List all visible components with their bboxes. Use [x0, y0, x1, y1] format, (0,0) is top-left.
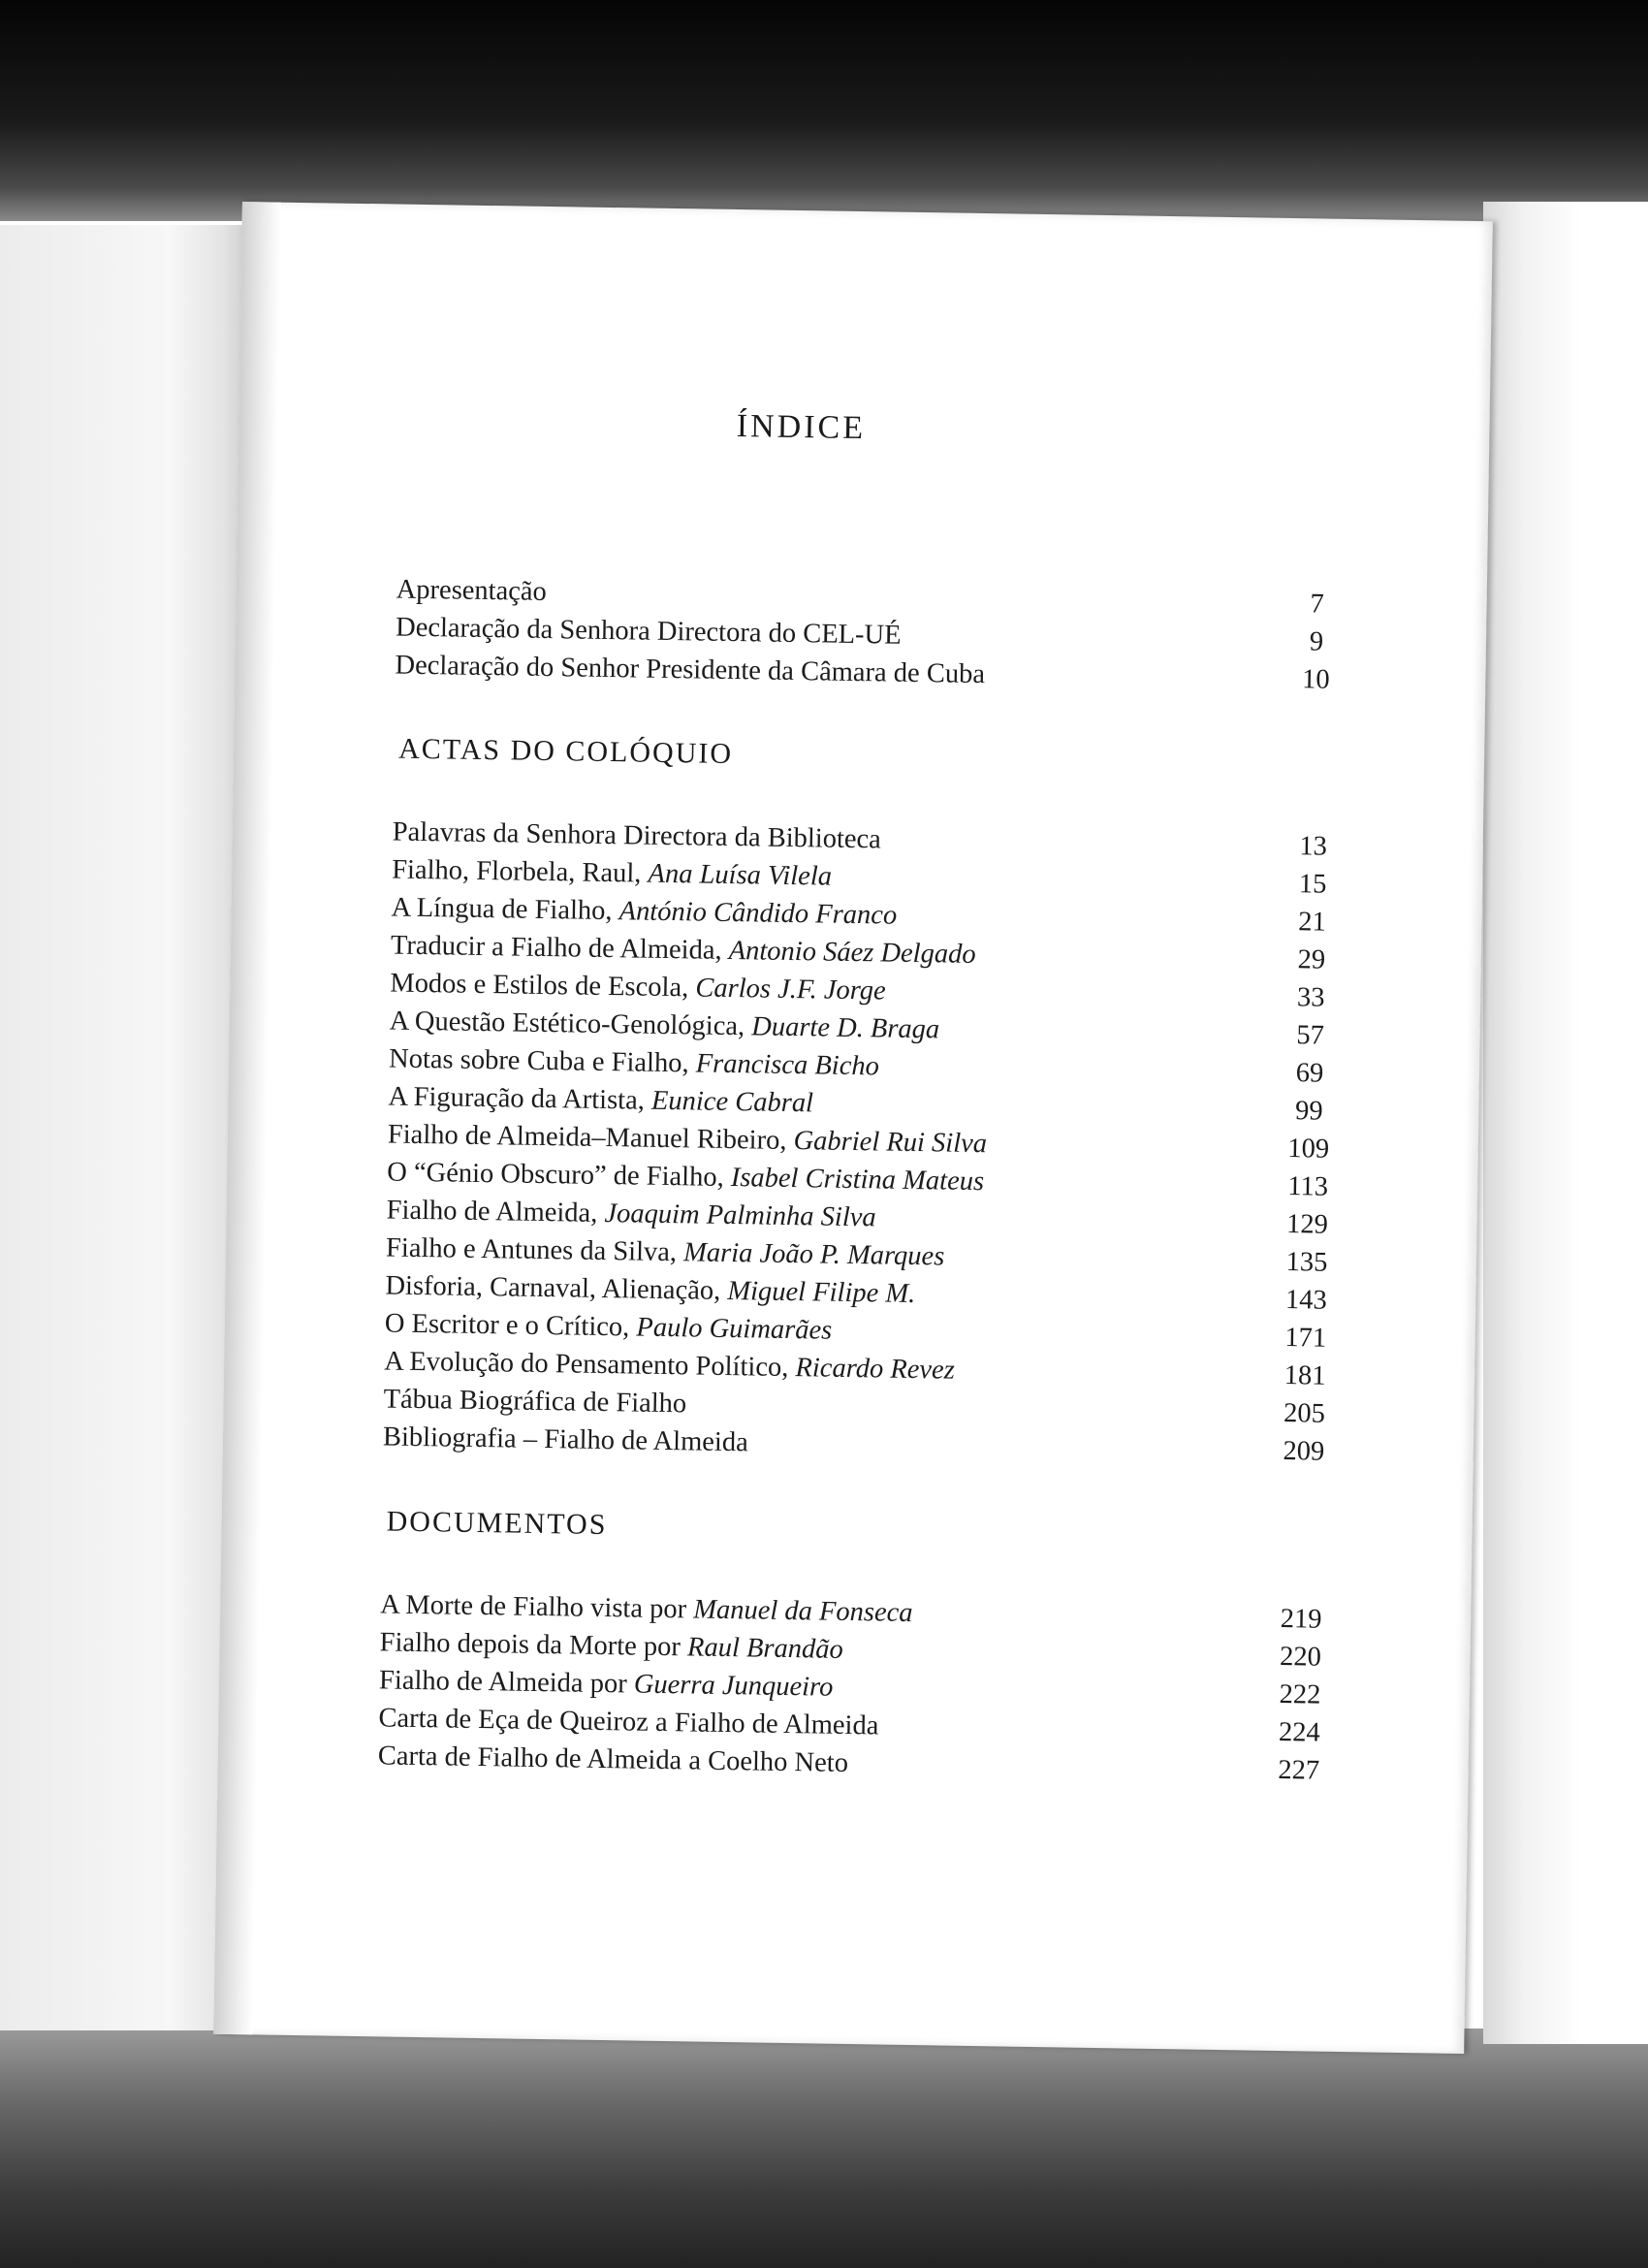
- toc-entry-author: Francisca Bicho: [695, 1048, 880, 1082]
- toc-entry-title: Declaração do Senhor Presidente da Câmara de Cuba: [395, 650, 986, 690]
- toc-entry-title: Notas sobre Cuba e Fialho,: [388, 1043, 696, 1079]
- toc-entry-page-number: 109: [1287, 1134, 1330, 1165]
- front-matter-list: [395, 571, 1356, 700]
- scanner-background-bottom: [0, 2028, 1648, 2268]
- toc-entry-title: A Evolução do Pensamento Político,: [383, 1346, 796, 1384]
- toc-entry-author: Joaquim Palminha Silva: [604, 1198, 876, 1233]
- toc-entry-author: Raul Brandão: [686, 1632, 843, 1665]
- toc-entry-heading: [388, 1077, 813, 1122]
- toc-entry-title: Traducir a Fialho de Almeida,: [390, 930, 729, 966]
- toc-entry-page-number: 205: [1283, 1398, 1326, 1429]
- toc-entry-page-number: 181: [1284, 1360, 1326, 1391]
- toc-entry-author: Paulo Guimarães: [636, 1312, 833, 1346]
- toc-entry-page-number: 69: [1295, 1058, 1324, 1089]
- toc-entry-page-number: 9: [1309, 626, 1324, 657]
- toc-entry-heading: [395, 647, 985, 694]
- toc-entry-page-number: 29: [1297, 944, 1326, 975]
- toc-entry-page-number: 57: [1296, 1020, 1325, 1051]
- toc-entry-title: Carta de Fialho de Almeida a Coelho Neto: [377, 1741, 849, 1779]
- toc-entry-title: Fialho de Almeida por: [378, 1665, 635, 1700]
- toc-entry-page-number: 222: [1279, 1678, 1321, 1710]
- book-page: [213, 202, 1493, 2054]
- actas-list: [383, 814, 1352, 1471]
- toc-entry-author: Duarte D. Braga: [751, 1011, 940, 1045]
- toc-entry-page-number: 143: [1284, 1285, 1327, 1316]
- toc-entry-title: Tábua Biográfica de Fialho: [383, 1384, 687, 1420]
- toc-entry-heading: [378, 1737, 849, 1782]
- toc-entry-page-number: 135: [1285, 1247, 1328, 1278]
- toc-entry-author: Ana Luísa Vilela: [648, 858, 833, 892]
- toc-entry-page-number: 224: [1278, 1716, 1320, 1748]
- toc-entry-title: Fialho e Antunes da Silva,: [385, 1232, 684, 1268]
- toc-entry-title: Disforia, Carnaval, Alienação,: [385, 1270, 728, 1306]
- toc-entry-heading: [383, 1380, 686, 1422]
- toc-entry-title: Fialho, Florbela, Raul,: [391, 854, 649, 889]
- toc-entry-page-number: 99: [1294, 1096, 1323, 1127]
- toc-entry-page-number: 21: [1297, 907, 1326, 938]
- toc-entry-page-number: 113: [1287, 1171, 1329, 1202]
- toc-entry-page-number: 219: [1280, 1604, 1322, 1635]
- toc-entry-author: Antonio Sáez Delgado: [728, 935, 976, 970]
- toc-entry-title: A Morte de Fialho vista por: [380, 1589, 694, 1625]
- toc-entry-title: Apresentação: [396, 574, 548, 607]
- toc-entry-title: A Língua de Fialho,: [391, 892, 619, 927]
- toc-entry-page-number: 171: [1284, 1323, 1327, 1354]
- toc-entry-title: Carta de Eça de Queiroz a Fialho de Almeida: [378, 1703, 879, 1741]
- toc-entry-heading: [396, 571, 547, 611]
- toc-entry-author: Gabriel Rui Silva: [793, 1126, 988, 1160]
- toc-entry-page-number: 227: [1278, 1754, 1320, 1786]
- toc-entry-author: Maria João P. Marques: [682, 1237, 945, 1272]
- toc-entry-author: Eunice Cabral: [650, 1085, 814, 1119]
- toc-entry-page-number: 7: [1310, 589, 1324, 620]
- toc-entry-page-number: 10: [1301, 664, 1330, 695]
- scanner-background-top: [0, 0, 1648, 221]
- scanner-background-right: [1483, 202, 1648, 2044]
- toc-entry-title: Bibliografia – Fialho de Almeida: [382, 1421, 748, 1458]
- toc-entry-page-number: 13: [1299, 831, 1328, 862]
- toc-entry-page-number: 15: [1298, 869, 1327, 900]
- toc-entry-page-number: 129: [1285, 1209, 1329, 1240]
- toc-entry-page-number: 220: [1279, 1641, 1322, 1673]
- toc-entry-title: O “Génio Obscuro” de Fialho,: [387, 1157, 732, 1194]
- toc-entry-author: Miguel Filipe M.: [727, 1276, 916, 1310]
- toc-entry-heading: [383, 1418, 748, 1461]
- toc-entry-author: Isabel Cristina Mateus: [730, 1163, 985, 1198]
- toc-entry-author: António Cândido Franco: [618, 896, 898, 931]
- documentos-list: [378, 1585, 1341, 1790]
- actas-heading: ACTAS DO COLÓQUIO: [397, 732, 734, 771]
- toc-entry-title: Fialho depois da Morte por: [379, 1627, 688, 1663]
- toc-entry-page-number: 33: [1296, 982, 1325, 1013]
- toc-entry-author: Manuel da Fonseca: [692, 1594, 913, 1629]
- toc-entry-author: Carlos J.F. Jorge: [695, 973, 886, 1006]
- toc-entry-author: Ricardo Revez: [795, 1353, 956, 1386]
- toc-entry-page-number: 209: [1283, 1436, 1325, 1467]
- toc-entry-title: A Questão Estético-Genológica,: [389, 1006, 752, 1042]
- toc-entry-title: Declaração da Senhora Directora do CEL-UÉ: [395, 612, 902, 651]
- documentos-heading: DOCUMENTOS: [386, 1505, 608, 1542]
- toc-entry-title: Fialho de Almeida–Manuel Ribeiro,: [387, 1119, 794, 1157]
- toc-entry-title: Fialho de Almeida,: [386, 1195, 605, 1229]
- facing-page-edge: [0, 225, 242, 2030]
- toc-entry-title: Palavras da Senhora Directora da Biblioteca: [392, 816, 882, 855]
- toc-entry-title: A Figuração da Artista,: [388, 1081, 652, 1116]
- index-title: ÍNDICE: [736, 408, 867, 447]
- toc-entry-title: Modos e Estilos de Escola,: [390, 968, 696, 1004]
- toc-entry-title: O Escritor e o Crítico,: [384, 1308, 637, 1343]
- toc-entry-author: Guerra Junqueiro: [633, 1669, 834, 1703]
